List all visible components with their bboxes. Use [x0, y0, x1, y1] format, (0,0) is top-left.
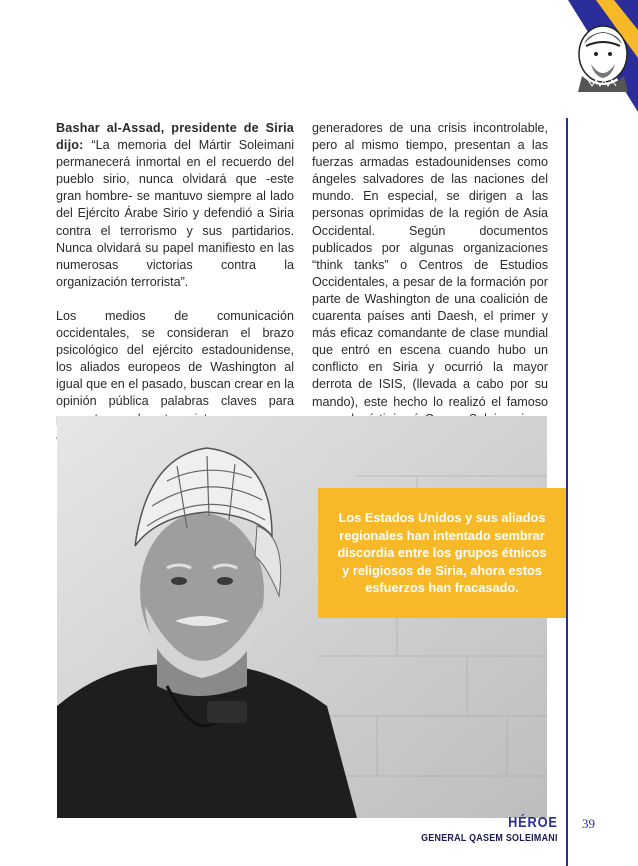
assad-quote-paragraph	[56, 120, 294, 291]
footer-brand	[397, 814, 558, 844]
highlight-callout	[318, 488, 566, 618]
footer-brand-title: HÉROE	[508, 814, 558, 831]
page-number: 39	[582, 816, 595, 831]
quote-lead: Bashar al-Assad, presidente de Siria dijo:	[56, 121, 294, 153]
column-divider	[566, 118, 568, 866]
quote-body: “La memoria del Mártir Soleimani permanecerá inmortal en el recuerdo del pueblo sirio, nunca olvidará que -este gran hombre- se mantuvo siempre al lado del Ejército Árabe Sirio y defendió a Siria contra el terrorismo y sus partidarios. Nunca olvidará su papel manifiesto en las numerosas victorias contra la organización terrorista”.	[56, 138, 294, 289]
right-column	[312, 120, 548, 445]
portrait-sketch-icon	[574, 14, 632, 94]
western-media-paragraph: Los medios de comunicación occidentales, se consideran el brazo psicológico del ejército estadounidense, los aliados europeos de Washington al igual que en el pasado, buscan crear en la opinión pública palabras claves para	[56, 308, 294, 409]
left-column	[56, 120, 294, 462]
callout-text: Los Estados Unidos y sus aliados regionales han intentado sembrar discordia entre los grupos étnicos y religiosos de Siria, ahora estos esfuerzos han fracasado.	[337, 510, 547, 596]
coalition-paragraph: generadores de una crisis incontrolable, pero al mismo tiempo, presentan a las fuerzas armadas estadounidenses como ángeles salvadores de las naciones del mundo. En especial, se dirigen a las personas oprimidas de la región de Asia Occidental. Según documentos publicados por algunas organizaciones “think tanks” o Centros de Estudios Occidentales, a pesar de la formación por parte de Washington de una coalición de cuarenta países anti Daesh, el primer y más eficaz comandante de clase mundial que entró en escena cuando hubo un conflicto en Siria y ocurrió la mayor derrota de ISIS, (llevada a cabo por su mando), este hecho lo realizó el famoso	[312, 121, 548, 409]
footer-brand-subtitle: GENERAL QASEM SOLEIMANI	[421, 832, 558, 844]
